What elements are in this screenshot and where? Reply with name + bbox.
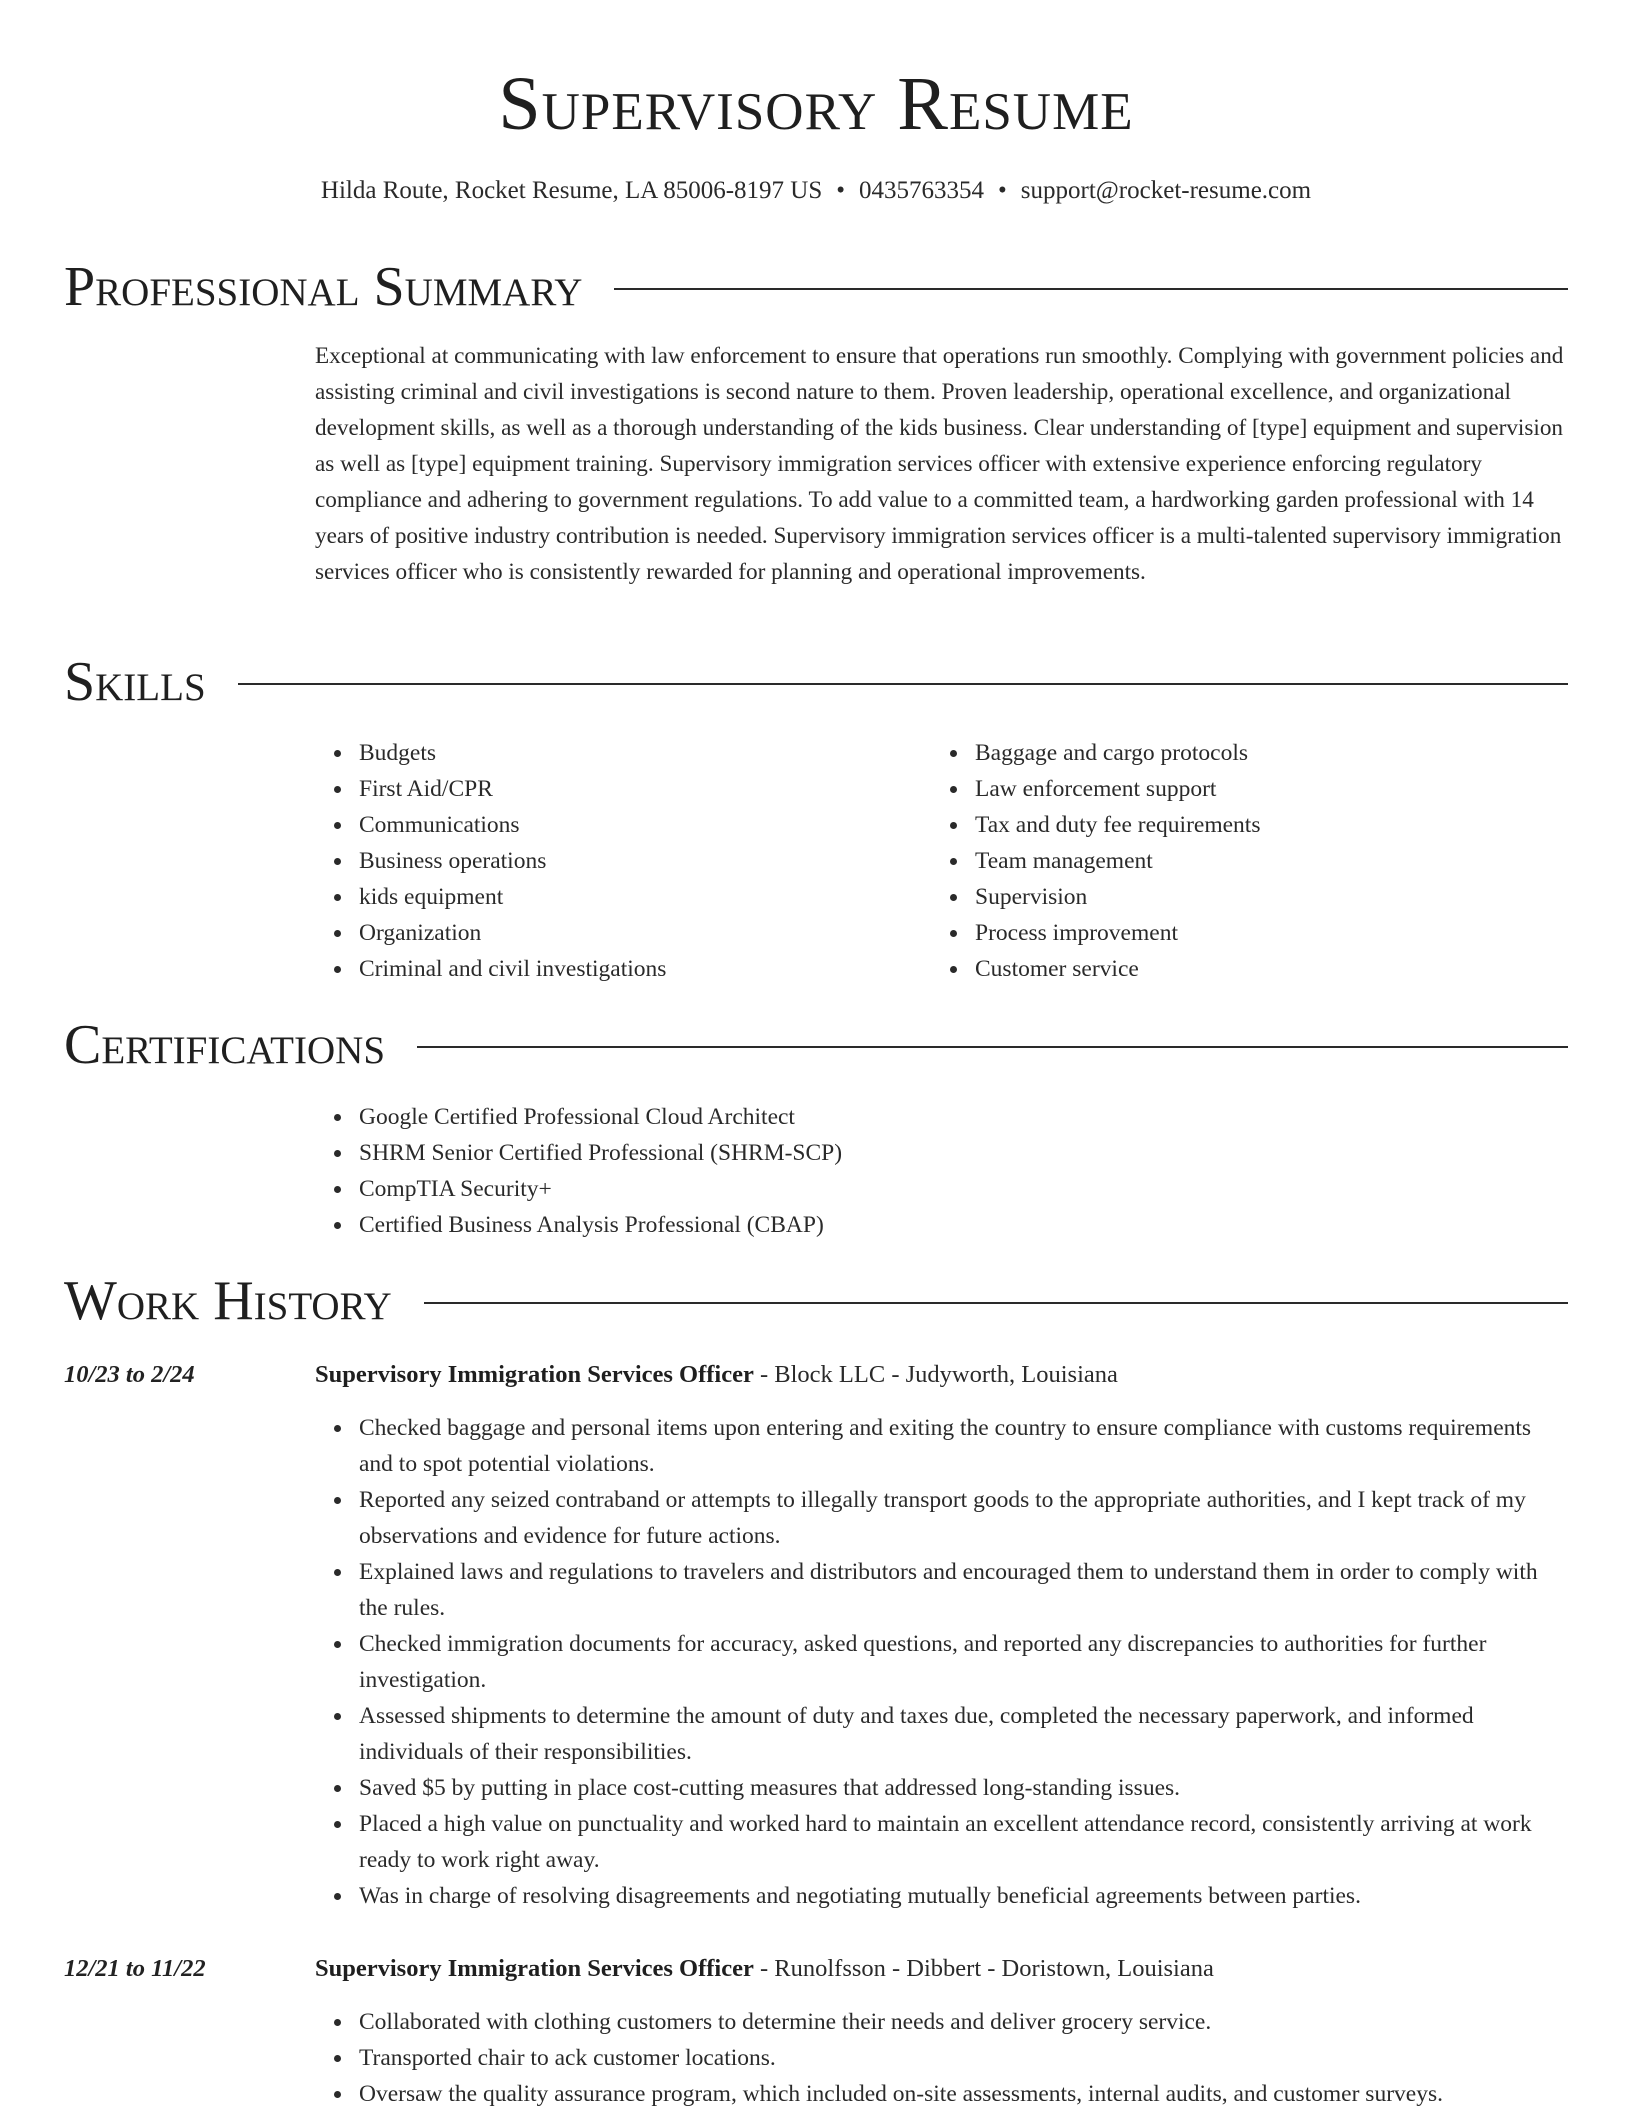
job-bullet-item: Collaborated with clothing customers to determine their needs and deliver grocery service. — [359, 2004, 1570, 2040]
job-bullet-item: Reported any seized contraband or attempts to illegally transport goods to the appropriate authorities, and I kept track of my observations and evidence for future actions. — [359, 1482, 1570, 1554]
section-divider — [424, 1302, 1568, 1304]
skill-item: Budgets — [359, 735, 915, 771]
skill-item: Team management — [975, 843, 1571, 879]
summary-text: Exceptional at communicating with law enforcement to ensure that operations run smoothly. Complying with government policies and assisting criminal and civil investigations is second nature to them. Proven leadership, operational excellence, and organizational development skills, as well as a thorough understanding of the kids business. Clear understanding of [type] equipment and supervision as well as [type] equipment training. Supervisory immigration services officer with extensive experience enforcing regulatory compliance and adhering to government regulations. To add value to a committed team, a hardworking garden professional with 14 years of positive industry contribution is needed. Supervisory immigration services officer is a multi-talented supervisory immigration services officer who is consistently rewarded for planning and operational improvements. — [315, 343, 1564, 585]
skill-item: Criminal and civil investigations — [359, 951, 915, 987]
skill-item: Process improvement — [975, 915, 1571, 951]
job-bullet-item: Saved $5 by putting in place cost-cutting measures that addressed long-standing issues. — [359, 1770, 1570, 1806]
job-responsibilities — [315, 2004, 1570, 2112]
contact-separator: • — [998, 177, 1007, 204]
certification-item: Google Certified Professional Cloud Architect — [359, 1099, 1570, 1135]
contact-address: Hilda Route, Rocket Resume, LA 85006-8197 US — [320, 177, 823, 204]
skill-item: kids equipment — [359, 879, 915, 915]
job-bullet-item: Checked baggage and personal items upon entering and exiting the country to ensure compliance with customs requirements and to spot potential violations. — [359, 1410, 1570, 1482]
certifications-section-header — [64, 1010, 1568, 1080]
skills-list-right — [931, 735, 1571, 987]
skill-item: First Aid/CPR — [359, 771, 915, 807]
skill-item: Business operations — [359, 843, 915, 879]
job-bullet-item: Placed a high value on punctuality and worked hard to maintain an excellent attendance record, consistently arriving at work ready to work right away. — [359, 1806, 1570, 1878]
section-divider — [417, 1046, 1568, 1048]
skill-item: Baggage and cargo protocols — [975, 735, 1571, 771]
contact-line — [0, 174, 1632, 208]
skills-section-header — [64, 647, 1568, 717]
section-divider — [238, 683, 1568, 685]
job-bullet-list — [315, 1410, 1570, 1914]
job-dates: 12/21 to 11/22 — [64, 1955, 206, 1982]
certifications-list — [315, 1099, 1570, 1243]
skill-item: Customer service — [975, 951, 1571, 987]
skill-item: Tax and duty fee requirements — [975, 807, 1571, 843]
job-bullet-item: Oversaw the quality assurance program, which included on-site assessments, internal audits, and customer surveys. — [359, 2076, 1570, 2112]
certifications-heading: Certifications — [64, 1014, 386, 1076]
job-bullet-item: Checked immigration documents for accuracy, asked questions, and reported any discrepancies to authorities for further investigation. — [359, 1626, 1570, 1698]
job-employer-location: - Block LLC - Judyworth, Louisiana — [753, 1361, 1118, 1388]
job-bullet-list — [315, 2004, 1570, 2112]
skills-heading: Skills — [64, 651, 206, 713]
job-bullet-item: Explained laws and regulations to travelers and distributors and encouraged them to understand them in order to comply with the rules. — [359, 1554, 1570, 1626]
skill-item: Supervision — [975, 879, 1571, 915]
job-dates: 10/23 to 2/24 — [64, 1361, 195, 1388]
skills-column-right — [931, 735, 1571, 987]
skills-list-left — [315, 735, 915, 987]
work-history-heading: Work History — [64, 1270, 392, 1332]
summary-section-header — [64, 252, 1568, 322]
job-bullet-item: Assessed shipments to determine the amount of duty and taxes due, completed the necessary paperwork, and informed individuals of their responsibilities. — [359, 1698, 1570, 1770]
job-employer-location: - Runolfsson - Dibbert - Doristown, Louisiana — [753, 1955, 1214, 1982]
summary-heading: Professional Summary — [64, 256, 583, 318]
job-bullet-item: Was in charge of resolving disagreements and negotiating mutually beneficial agreements between parties. — [359, 1878, 1570, 1914]
certifications-block — [315, 1099, 1570, 1243]
skill-item: Organization — [359, 915, 915, 951]
job-responsibilities — [315, 1410, 1570, 1914]
resume-title: Supervisory Resume — [498, 62, 1134, 146]
contact-email[interactable]: support@rocket-resume.com — [1020, 177, 1312, 204]
job-heading — [315, 1951, 1570, 1987]
section-divider — [614, 288, 1568, 290]
job-title: Supervisory Immigration Services Officer — [315, 1955, 754, 1982]
certification-item: Certified Business Analysis Professional (CBAP) — [359, 1207, 1570, 1243]
job-bullet-item: Transported chair to ack customer locations. — [359, 2040, 1570, 2076]
certification-item: SHRM Senior Certified Professional (SHRM-SCP) — [359, 1135, 1570, 1171]
certification-item: CompTIA Security+ — [359, 1171, 1570, 1207]
skill-item: Communications — [359, 807, 915, 843]
skills-column-left — [315, 735, 915, 987]
job-title: Supervisory Immigration Services Officer — [315, 1361, 754, 1388]
contact-separator: • — [836, 177, 846, 204]
contact-phone: 0435763354 — [859, 177, 985, 204]
work-history-section-header — [64, 1266, 1568, 1336]
skill-item: Law enforcement support — [975, 771, 1571, 807]
job-heading — [315, 1357, 1570, 1393]
